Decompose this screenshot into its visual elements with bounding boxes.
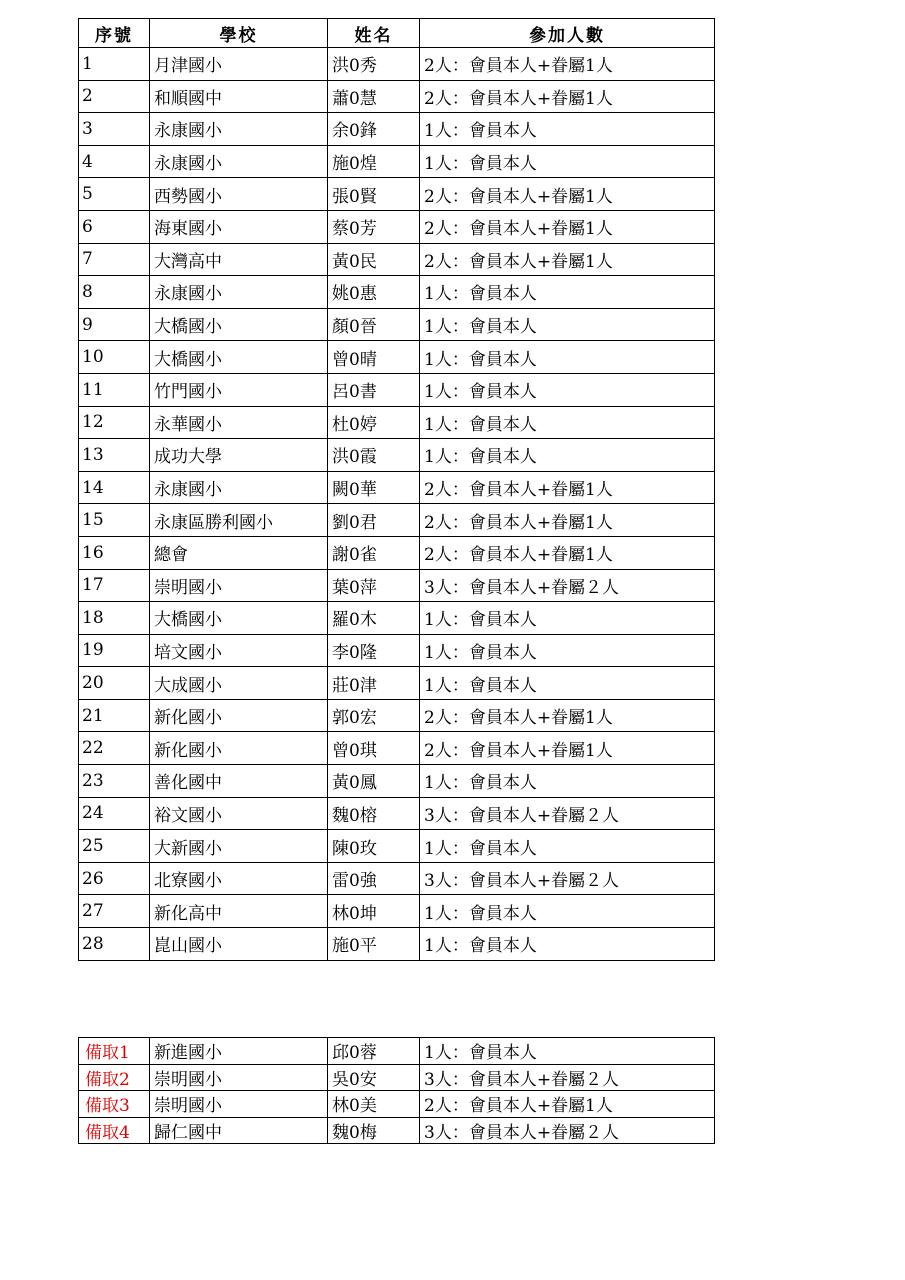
table-row	[79, 928, 715, 961]
table-row	[79, 80, 715, 113]
table-row	[79, 373, 715, 406]
cell-school: 西勢國小	[150, 178, 328, 211]
table-row	[79, 504, 715, 537]
cell-participants: 2人：會員本人+眷屬1人	[420, 48, 715, 81]
cell-school: 成功大學	[150, 439, 328, 472]
table-row	[79, 536, 715, 569]
table-row	[79, 471, 715, 504]
cell-school: 大橋國小	[150, 341, 328, 374]
cell-number: 2	[79, 80, 150, 113]
cell-name: 曾0晴	[328, 341, 420, 374]
cell-school: 裕文國小	[150, 797, 328, 830]
table-row	[79, 569, 715, 602]
cell-number: 1	[79, 48, 150, 81]
cell-participants: 1人：會員本人	[420, 113, 715, 146]
cell-participants: 3人：會員本人+眷屬２人	[420, 797, 715, 830]
cell-number: 11	[79, 373, 150, 406]
cell-school: 大橋國小	[150, 602, 328, 635]
cell-number: 9	[79, 308, 150, 341]
cell-number: 20	[79, 667, 150, 700]
table-row	[79, 439, 715, 472]
table-row	[79, 145, 715, 178]
table-row	[79, 406, 715, 439]
cell-school: 永康國小	[150, 471, 328, 504]
cell-number: 17	[79, 569, 150, 602]
cell-number: 8	[79, 276, 150, 309]
cell-participants: 1人：會員本人	[420, 373, 715, 406]
cell-participants: 1人：會員本人	[420, 145, 715, 178]
cell-school: 大橋國小	[150, 308, 328, 341]
cell-name: 黃0民	[328, 243, 420, 276]
cell-number: 15	[79, 504, 150, 537]
cell-participants: 1人：會員本人	[420, 1038, 715, 1065]
cell-participants: 1人：會員本人	[420, 765, 715, 798]
cell-number: 26	[79, 862, 150, 895]
cell-participants: 1人：會員本人	[420, 634, 715, 667]
table-row	[79, 895, 715, 928]
cell-number: 7	[79, 243, 150, 276]
table-row	[79, 243, 715, 276]
cell-participants: 3人：會員本人+眷屬２人	[420, 1064, 715, 1091]
cell-name: 魏0梅	[328, 1117, 420, 1144]
cell-name: 劉0君	[328, 504, 420, 537]
cell-participants: 2人：會員本人+眷屬1人	[420, 80, 715, 113]
table-row	[79, 1117, 715, 1144]
cell-school: 永華國小	[150, 406, 328, 439]
cell-name: 施0平	[328, 928, 420, 961]
cell-name: 余0鋒	[328, 113, 420, 146]
cell-school: 竹門國小	[150, 373, 328, 406]
table-row	[79, 1064, 715, 1091]
header-school: 學校	[150, 19, 328, 48]
cell-school: 永康區勝利國小	[150, 504, 328, 537]
cell-school: 總會	[150, 536, 328, 569]
cell-name: 謝0雀	[328, 536, 420, 569]
cell-name: 杜0婷	[328, 406, 420, 439]
cell-participants: 3人：會員本人+眷屬２人	[420, 1117, 715, 1144]
cell-participants: 1人：會員本人	[420, 341, 715, 374]
table-row	[79, 797, 715, 830]
cell-name: 姚0惠	[328, 276, 420, 309]
cell-number: 25	[79, 830, 150, 863]
cell-school: 永康國小	[150, 276, 328, 309]
cell-participants: 1人：會員本人	[420, 308, 715, 341]
table-row	[79, 862, 715, 895]
cell-participants: 1人：會員本人	[420, 830, 715, 863]
table-row	[79, 830, 715, 863]
table-row	[79, 667, 715, 700]
cell-school: 歸仁國中	[150, 1117, 328, 1144]
cell-number: 14	[79, 471, 150, 504]
cell-name: 吳0安	[328, 1064, 420, 1091]
cell-school: 善化國中	[150, 765, 328, 798]
cell-number: 備取3	[79, 1091, 150, 1118]
cell-name: 張0賢	[328, 178, 420, 211]
cell-number: 備取4	[79, 1117, 150, 1144]
cell-school: 和順國中	[150, 80, 328, 113]
cell-school: 大灣高中	[150, 243, 328, 276]
cell-name: 闕0華	[328, 471, 420, 504]
cell-school: 培文國小	[150, 634, 328, 667]
cell-school: 北寮國小	[150, 862, 328, 895]
cell-number: 27	[79, 895, 150, 928]
cell-participants: 2人：會員本人+眷屬1人	[420, 732, 715, 765]
cell-name: 雷0強	[328, 862, 420, 895]
alternates-table	[78, 1037, 715, 1144]
header-row	[79, 19, 715, 48]
cell-school: 崇明國小	[150, 1064, 328, 1091]
cell-number: 3	[79, 113, 150, 146]
cell-school: 大成國小	[150, 667, 328, 700]
cell-name: 陳0玫	[328, 830, 420, 863]
cell-participants: 2人：會員本人+眷屬1人	[420, 178, 715, 211]
cell-participants: 3人：會員本人+眷屬２人	[420, 569, 715, 602]
cell-name: 蔡0芳	[328, 210, 420, 243]
cell-number: 備取2	[79, 1064, 150, 1091]
cell-number: 16	[79, 536, 150, 569]
cell-name: 洪0霞	[328, 439, 420, 472]
cell-name: 蕭0慧	[328, 80, 420, 113]
cell-name: 莊0津	[328, 667, 420, 700]
cell-number: 24	[79, 797, 150, 830]
table-row	[79, 276, 715, 309]
cell-school: 大新國小	[150, 830, 328, 863]
cell-participants: 1人：會員本人	[420, 895, 715, 928]
table-row	[79, 602, 715, 635]
cell-school: 永康國小	[150, 145, 328, 178]
cell-school: 崑山國小	[150, 928, 328, 961]
cell-number: 19	[79, 634, 150, 667]
cell-name: 葉0萍	[328, 569, 420, 602]
cell-name: 曾0琪	[328, 732, 420, 765]
cell-name: 顏0晉	[328, 308, 420, 341]
table-row	[79, 1091, 715, 1118]
cell-name: 李0隆	[328, 634, 420, 667]
cell-number: 22	[79, 732, 150, 765]
table-row	[79, 48, 715, 81]
cell-participants: 1人：會員本人	[420, 406, 715, 439]
cell-school: 崇明國小	[150, 569, 328, 602]
header-number: 序號	[79, 19, 150, 48]
cell-school: 永康國小	[150, 113, 328, 146]
table-row	[79, 341, 715, 374]
cell-number: 4	[79, 145, 150, 178]
cell-name: 施0煌	[328, 145, 420, 178]
cell-name: 洪0秀	[328, 48, 420, 81]
cell-name: 羅0木	[328, 602, 420, 635]
cell-name: 郭0宏	[328, 699, 420, 732]
cell-name: 林0坤	[328, 895, 420, 928]
table-row	[79, 178, 715, 211]
cell-participants: 2人：會員本人+眷屬1人	[420, 471, 715, 504]
cell-school: 海東國小	[150, 210, 328, 243]
cell-school: 崇明國小	[150, 1091, 328, 1118]
cell-participants: 2人：會員本人+眷屬1人	[420, 699, 715, 732]
cell-school: 新化國小	[150, 699, 328, 732]
cell-school: 新化國小	[150, 732, 328, 765]
cell-participants: 1人：會員本人	[420, 439, 715, 472]
table-row	[79, 113, 715, 146]
cell-school: 月津國小	[150, 48, 328, 81]
cell-participants: 1人：會員本人	[420, 602, 715, 635]
cell-number: 13	[79, 439, 150, 472]
table-row	[79, 308, 715, 341]
cell-school: 新進國小	[150, 1038, 328, 1065]
table-row	[79, 765, 715, 798]
cell-number: 23	[79, 765, 150, 798]
cell-number: 10	[79, 341, 150, 374]
cell-name: 呂0書	[328, 373, 420, 406]
cell-number: 12	[79, 406, 150, 439]
cell-name: 黃0鳳	[328, 765, 420, 798]
header-participants: 參加人數	[420, 19, 715, 48]
cell-name: 邱0蓉	[328, 1038, 420, 1065]
cell-participants: 2人：會員本人+眷屬1人	[420, 504, 715, 537]
cell-name: 魏0榕	[328, 797, 420, 830]
table-row	[79, 1038, 715, 1065]
cell-participants: 2人：會員本人+眷屬1人	[420, 1091, 715, 1118]
cell-participants: 3人：會員本人+眷屬２人	[420, 862, 715, 895]
cell-number: 21	[79, 699, 150, 732]
cell-participants: 1人：會員本人	[420, 667, 715, 700]
table-row	[79, 699, 715, 732]
table-row	[79, 634, 715, 667]
header-name: 姓名	[328, 19, 420, 48]
cell-participants: 2人：會員本人+眷屬1人	[420, 210, 715, 243]
table-row	[79, 732, 715, 765]
cell-name: 林0美	[328, 1091, 420, 1118]
cell-number: 6	[79, 210, 150, 243]
cell-number: 28	[79, 928, 150, 961]
cell-number: 備取1	[79, 1038, 150, 1065]
table-row	[79, 210, 715, 243]
cell-number: 18	[79, 602, 150, 635]
cell-participants: 2人：會員本人+眷屬1人	[420, 243, 715, 276]
cell-number: 5	[79, 178, 150, 211]
cell-participants: 1人：會員本人	[420, 928, 715, 961]
participants-table	[78, 18, 715, 961]
cell-school: 新化高中	[150, 895, 328, 928]
cell-participants: 1人：會員本人	[420, 276, 715, 309]
cell-participants: 2人：會員本人+眷屬1人	[420, 536, 715, 569]
